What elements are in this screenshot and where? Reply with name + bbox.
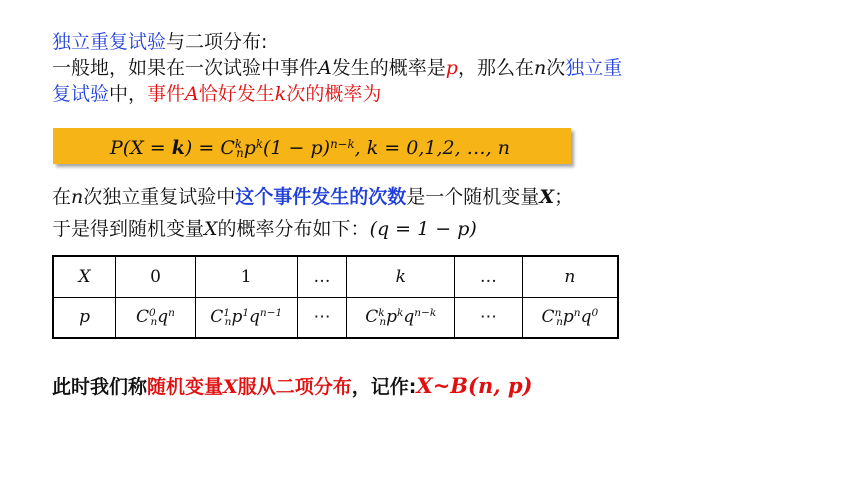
definition-text: 一般地，如果在一次试验中事件 bbox=[52, 57, 319, 79]
table-cell: ⋯ bbox=[455, 297, 523, 338]
distribution-intro-line bbox=[52, 216, 477, 242]
highlight-phrase: 这个事件发生的次数 bbox=[235, 186, 407, 208]
text: 是一个随机变量 bbox=[406, 186, 540, 208]
table-row bbox=[53, 297, 618, 338]
q-definition: (q = 1 − p) bbox=[369, 218, 477, 240]
formula-sup: k bbox=[234, 136, 242, 151]
conclusion-line bbox=[52, 373, 533, 400]
x-symbol: X bbox=[539, 186, 555, 208]
binomial-notation: X~B(n, p) bbox=[416, 373, 533, 398]
definition-text: 中， bbox=[109, 83, 148, 105]
x-symbol: X bbox=[204, 218, 218, 240]
text: ，记作: bbox=[351, 376, 417, 398]
table-cell: X bbox=[53, 256, 116, 297]
formula-part: (1 − p) bbox=[263, 137, 331, 159]
highlight-term: 独立重 bbox=[565, 57, 623, 79]
table-cell: $C^1_np^1q^{n-1}$ bbox=[195, 297, 297, 338]
table-cell: 0 bbox=[116, 256, 196, 297]
table-cell: ⋯ bbox=[297, 297, 347, 338]
highlight-phrase: 事件 bbox=[147, 83, 186, 105]
definition-text: ，那么在 bbox=[457, 57, 534, 79]
definition-text: 发生的概率是 bbox=[331, 57, 446, 79]
formula-part: , k = 0,1,2, …, n bbox=[354, 137, 511, 159]
event-symbol: A bbox=[185, 83, 199, 105]
text: 在 bbox=[52, 186, 72, 208]
section-heading bbox=[52, 29, 267, 55]
text: 此时我们称 bbox=[52, 376, 148, 398]
table-cell: n bbox=[522, 256, 618, 297]
x-symbol: X bbox=[223, 376, 238, 398]
table-cell: p bbox=[53, 297, 116, 338]
heading-title: 独立重复试验 bbox=[52, 31, 167, 53]
binomial-formula bbox=[110, 137, 510, 159]
definition-line-1 bbox=[52, 55, 622, 81]
formula-sup: k bbox=[255, 136, 264, 151]
table-cell: 1 bbox=[195, 256, 297, 297]
text: 次独立重复试验中 bbox=[83, 186, 236, 208]
formula-sup: n−k bbox=[330, 136, 355, 151]
formula-part: p bbox=[243, 137, 256, 159]
distribution-table bbox=[52, 255, 619, 339]
event-symbol: A bbox=[318, 57, 332, 79]
table-row bbox=[53, 256, 618, 297]
highlight-phrase: 次的概率为 bbox=[286, 83, 382, 105]
table-cell: $C^n_np^nq^0$ bbox=[522, 297, 618, 338]
heading-rest: 与二项分布: bbox=[166, 31, 268, 53]
formula-sub: n bbox=[236, 145, 244, 160]
formula-k: k bbox=[171, 137, 185, 159]
formula-part: P(X = bbox=[110, 137, 172, 159]
table-cell: … bbox=[297, 256, 347, 297]
random-variable-line bbox=[52, 184, 573, 210]
table-cell: k bbox=[347, 256, 455, 297]
table-cell: $C^k_np^kq^{n-k}$ bbox=[347, 297, 455, 338]
probability-symbol: p bbox=[445, 57, 458, 79]
highlight-term: 复试验 bbox=[52, 83, 110, 105]
table-cell: … bbox=[455, 256, 523, 297]
formula-part: ) = C bbox=[184, 137, 235, 159]
definition-text: 次 bbox=[546, 57, 566, 79]
table-cell: $C^0_nq^n$ bbox=[116, 297, 196, 338]
highlight-phrase: 恰好发生 bbox=[198, 83, 275, 105]
text: ； bbox=[554, 186, 574, 208]
k-symbol: k bbox=[274, 83, 287, 105]
n-symbol: n bbox=[533, 57, 547, 79]
text: 的概率分布如下： bbox=[217, 218, 370, 240]
highlight-phrase: 服从二项分布 bbox=[237, 376, 352, 398]
text: 于是得到随机变量 bbox=[52, 218, 205, 240]
definition-line-2 bbox=[52, 81, 381, 107]
n-symbol: n bbox=[71, 186, 84, 208]
highlight-phrase: 随机变量 bbox=[147, 376, 224, 398]
